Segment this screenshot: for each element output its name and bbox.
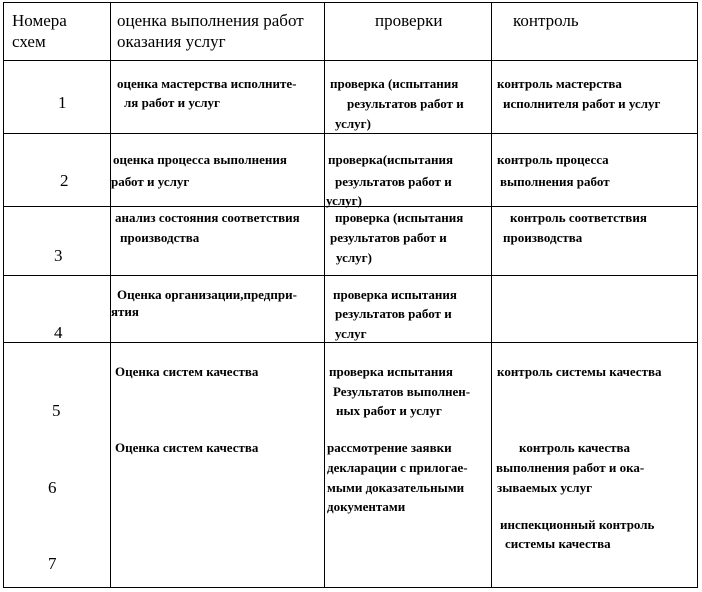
control-text: контроль соответствия [510,210,647,225]
checks-text: результатов работ и [330,230,447,245]
checks-text: документами [327,499,406,514]
checks-text: услуг) [326,193,362,208]
control-text: контроль мастерства [497,76,622,91]
assessment-text: ля работ и услуг [124,95,220,110]
control-text: контроль качества [519,440,631,455]
scheme-number: 1 [58,93,67,112]
control-text: выполнения работ и ока- [496,460,645,475]
control-text: системы качества [505,536,611,551]
checks-text: услуг) [336,250,372,265]
scheme-number: 7 [48,554,57,573]
assessment-text: Оценка систем качества [115,440,259,455]
control-text: зываемых услуг [497,480,592,495]
control-text: производства [503,230,583,245]
assessment-text: Оценка организации,предпри- [117,287,297,302]
header-numbers: Номера [12,11,67,30]
header-assessment: оценка выполнения работ [117,11,304,30]
header-assessment: оказания услуг [117,32,226,51]
column-divider [110,3,111,587]
checks-text: проверка (испытания [335,210,464,225]
checks-text: проверка испытания [329,364,453,379]
checks-text: рассмотрение заявки [327,440,452,455]
checks-text: результатов работ и [335,306,452,321]
checks-text: услуг) [335,116,371,131]
scheme-number: 4 [54,323,63,342]
column-divider [491,3,492,587]
header-control: контроль [513,11,579,30]
row-divider [4,133,697,134]
scheme-number: 6 [48,478,57,497]
assessment-text: оценка процесса выполнения [113,152,287,167]
header-checks: проверки [375,11,443,30]
scheme-number: 2 [60,171,69,190]
checks-text: проверка(испытания [328,152,453,167]
checks-text: декларации с прилогае- [327,460,468,475]
assessment-text: Оценка систем качества [115,364,259,379]
assessment-text: оценка мастерства исполните- [117,76,297,91]
header-numbers: схем [12,32,46,51]
scheme-number: 3 [54,246,63,265]
assessment-text: ятия [111,304,139,319]
assessment-text: работ и услуг [111,174,190,189]
control-text: контроль процесса [497,152,609,167]
column-divider [324,3,325,587]
assessment-text: производства [120,230,200,245]
row-divider [4,275,697,276]
checks-text: результатов работ и [347,96,464,111]
checks-text: услуг [335,326,367,341]
control-text: исполнителя работ и услуг [503,96,661,111]
scheme-number: 5 [52,401,61,420]
row-divider [4,60,697,61]
checks-text: Результатов выполнен- [333,384,471,399]
checks-text: проверка испытания [333,287,457,302]
control-text: контроль системы качества [497,364,662,379]
assessment-text: анализ состояния соответствия [115,210,300,225]
checks-text: ных работ и услуг [336,403,442,418]
checks-text: результатов работ и [335,174,452,189]
row-divider [4,342,697,343]
control-text: инспекционный контроль [500,517,655,532]
checks-text: мыми доказательными [327,480,465,495]
control-text: выполнения работ [500,174,610,189]
checks-text: проверка (испытания [330,76,459,91]
